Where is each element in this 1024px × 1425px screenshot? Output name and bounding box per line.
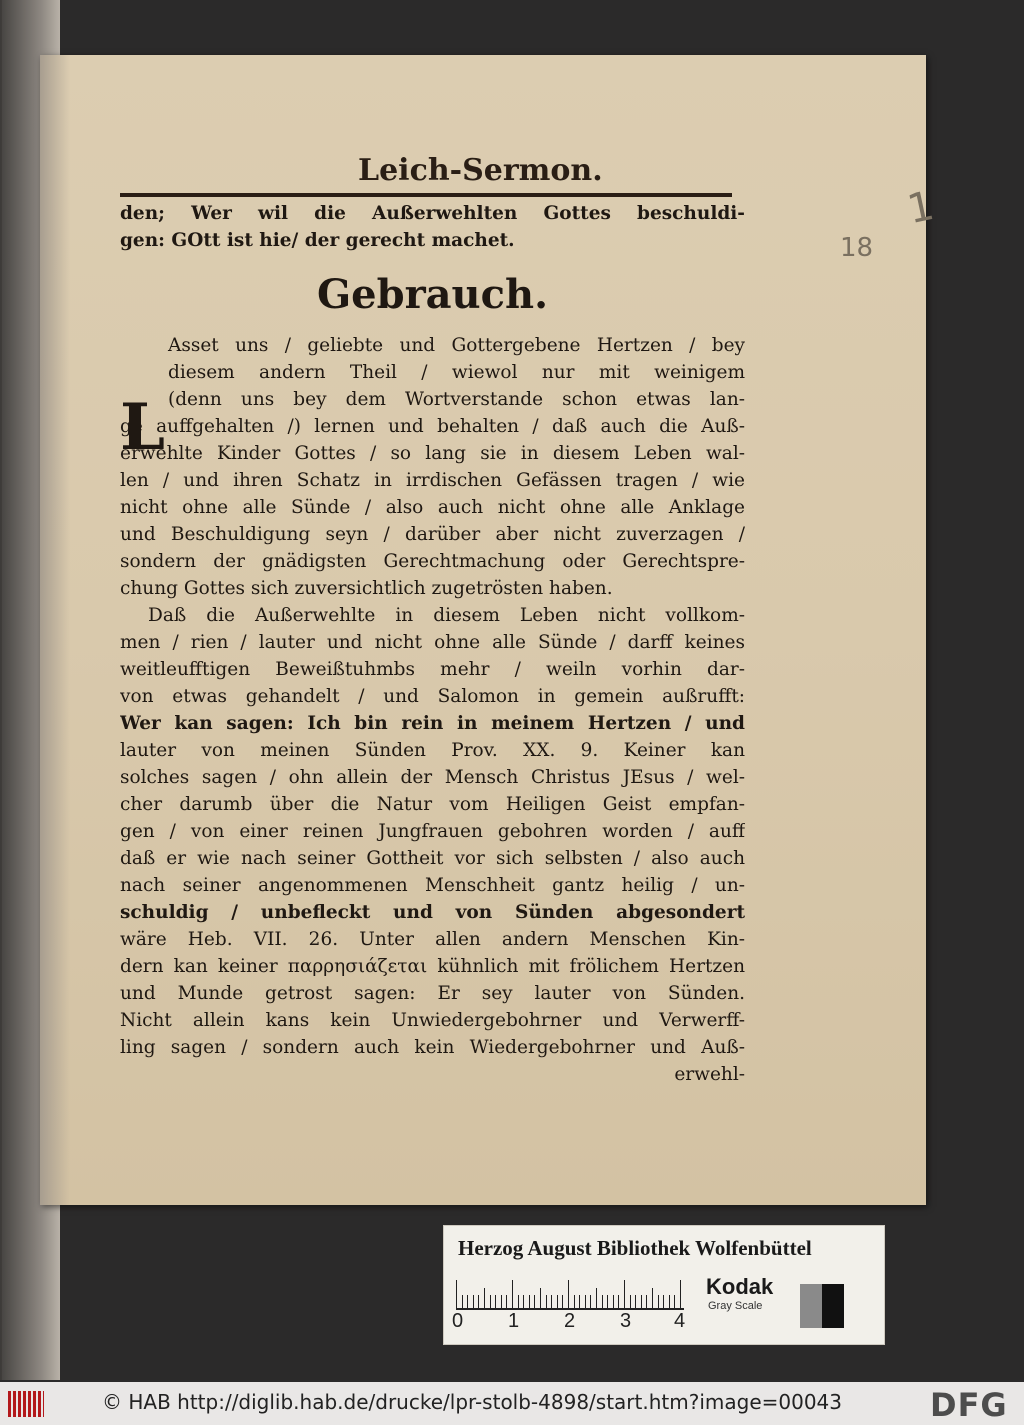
backing-strip: [2, 0, 40, 1380]
ruler-number: 3: [620, 1310, 632, 1332]
ruler-number: 1: [508, 1310, 520, 1332]
paragraph-1: [120, 332, 745, 602]
ruler-tick: [518, 1295, 519, 1308]
ruler-tick: [501, 1295, 502, 1308]
text-line: sondern der gnädigsten Gerechtmachung oder Gerechtspre-: [120, 551, 745, 572]
ruler-tick: [579, 1295, 580, 1308]
ruler-tick: [658, 1295, 659, 1308]
text-line: und Munde getrost sagen: Er sey lauter von Sünden.: [120, 983, 745, 1004]
drop-cap: L: [120, 390, 165, 465]
page-gutter-shadow: [40, 55, 70, 1205]
ruler-tick: [646, 1295, 647, 1308]
text-line: Daß die Außerwehlte in diesem Leben nicht vollkom-: [148, 605, 745, 626]
ruler-tick: [529, 1295, 530, 1308]
ruler-tick: [540, 1288, 541, 1308]
text-line: erwehlte Kinder Gottes / so lang sie in diesem Leben wal-: [120, 443, 745, 464]
ruler-tick: [635, 1295, 636, 1308]
margin-number: 18: [840, 233, 874, 263]
ruler-tick: [557, 1295, 558, 1308]
text-line: cher darumb über die Natur vom Heiligen Geist empfan-: [120, 794, 745, 815]
ruler-tick: [551, 1295, 552, 1308]
archive-label: [443, 1225, 885, 1345]
black-swatch: [822, 1284, 844, 1328]
ruler-tick: [506, 1295, 507, 1308]
ruler-tick: [669, 1295, 670, 1308]
text-line: solches sagen / ohn allein der Mensch Christus JEsus / wel-: [120, 767, 745, 788]
text-line: men / rien / lauter und nicht ohne alle Sünde / darff keines: [120, 632, 745, 653]
ruler-tick: [574, 1295, 575, 1308]
text-line: gen: GOtt ist hie/ der gerecht machet.: [120, 230, 515, 251]
ruler-tick: [652, 1288, 653, 1308]
ruler-number: 0: [452, 1310, 464, 1332]
paragraph-2: [120, 602, 745, 1088]
text-line: nicht ohne alle Sünde / also auch nicht ohne alle Anklage: [120, 497, 745, 518]
catchword: erwehl-: [674, 1064, 745, 1085]
header-rule: [120, 193, 732, 197]
ruler-tick: [618, 1295, 619, 1308]
ruler-number: 2: [564, 1310, 576, 1332]
text-line: und Beschuldigung seyn / darüber aber nicht zuverzagen /: [120, 524, 745, 545]
text-line: gen / von einer reinen Jungfrauen gebohren worden / auff: [120, 821, 745, 842]
ruler-tick: [456, 1280, 457, 1308]
footer-bar: [0, 1382, 1024, 1425]
ruler-number: 4: [674, 1310, 686, 1332]
text-line: dern kan keiner παρρησιάζεται kühnlich mit frölichem Hertzen: [120, 956, 745, 977]
ruler-tick: [674, 1295, 675, 1308]
ruler-tick: [641, 1295, 642, 1308]
ruler-tick: [568, 1280, 569, 1308]
dfg-logo: DFG: [930, 1386, 1008, 1424]
ruler-tick: [512, 1280, 513, 1308]
ruler-tick: [607, 1295, 608, 1308]
ruler-tick: [624, 1280, 625, 1308]
source-credit-link[interactable]: © HAB http://diglib.hab.de/drucke/lpr-stolb-4898/start.htm?image=00043: [102, 1390, 843, 1414]
gray-scale-label: Gray Scale: [708, 1300, 763, 1312]
text-line: diesem andern Theil / wiewol nur mit weinigem: [168, 362, 745, 383]
scale-ruler: [456, 1278, 684, 1310]
ruler-tick: [462, 1295, 463, 1308]
ruler-tick: [602, 1295, 603, 1308]
ruler-tick: [590, 1295, 591, 1308]
text-line: nach seiner angenommenen Menschheit gantz heilig / un-: [120, 875, 745, 896]
text-line: ge auffgehalten /) lernen und behalten / daß auch die Auß-: [120, 416, 745, 437]
running-head: Leich-Sermon.: [358, 153, 603, 188]
ruler-tick: [613, 1295, 614, 1308]
text-line: chung Gottes sich zuversichtlich zugetrösten haben.: [120, 578, 613, 599]
text-line: ling sagen / sondern auch kein Wiedergebohrner und Auß-: [120, 1037, 745, 1058]
ruler-tick: [534, 1295, 535, 1308]
text-line: Nicht allein kans kein Unwiedergebohrner und Verwerff-: [120, 1010, 745, 1031]
ruler-tick: [495, 1295, 496, 1308]
ruler-tick: [484, 1288, 485, 1308]
ruler-tick: [663, 1295, 664, 1308]
ruler-tick: [585, 1295, 586, 1308]
library-name: Herzog August Bibliothek Wolfenbüttel: [458, 1236, 812, 1260]
text-line: weitleufftigen Beweißtuhmbs mehr / weiln vorhin dar-: [120, 659, 745, 680]
ruler-tick: [523, 1295, 524, 1308]
folio-mark: 1: [903, 182, 938, 234]
text-line: schuldig / unbefleckt und von Sünden abgesondert: [120, 902, 745, 923]
ruler-tick: [546, 1295, 547, 1308]
text-line: wäre Heb. VII. 26. Unter allen andern Menschen Kin-: [120, 929, 745, 950]
ruler-tick: [596, 1288, 597, 1308]
ruler-tick: [473, 1295, 474, 1308]
text-line: Wer kan sagen: Ich bin rein in meinem Hertzen / und: [120, 713, 745, 734]
text-line: lauter von meinen Sünden Prov. XX. 9. Keiner kan: [120, 740, 745, 761]
ruler-tick: [467, 1295, 468, 1308]
ruler-tick: [562, 1295, 563, 1308]
kodak-logo: Kodak: [706, 1274, 774, 1299]
text-line: len / und ihren Schatz in irrdischen Gefässen tragen / wie: [120, 470, 745, 491]
text-line: daß er wie nach seiner Gottheit vor sich selbsten / also auch: [120, 848, 745, 869]
ruler-tick: [680, 1280, 681, 1308]
text-line: (denn uns bey dem Wortverstande schon etwas lan-: [168, 389, 745, 410]
text-line: von etwas gehandelt / und Salomon in gemein außrufft:: [120, 686, 745, 707]
text-line: den; Wer wil die Außerwehlten Gottes beschuldi-: [120, 203, 745, 224]
document-page: [40, 55, 938, 1205]
grey-swatch: [800, 1284, 822, 1328]
ruler-numbers: [450, 1310, 690, 1336]
ruler-tick: [490, 1295, 491, 1308]
ruler-tick: [478, 1295, 479, 1308]
text-block: [120, 200, 745, 1088]
section-heading: Gebrauch.: [316, 271, 548, 318]
text-line: Asset uns / geliebte und Gottergebene Hertzen / bey: [168, 335, 745, 356]
hab-logo-icon: [8, 1391, 44, 1417]
ruler-tick: [630, 1295, 631, 1308]
